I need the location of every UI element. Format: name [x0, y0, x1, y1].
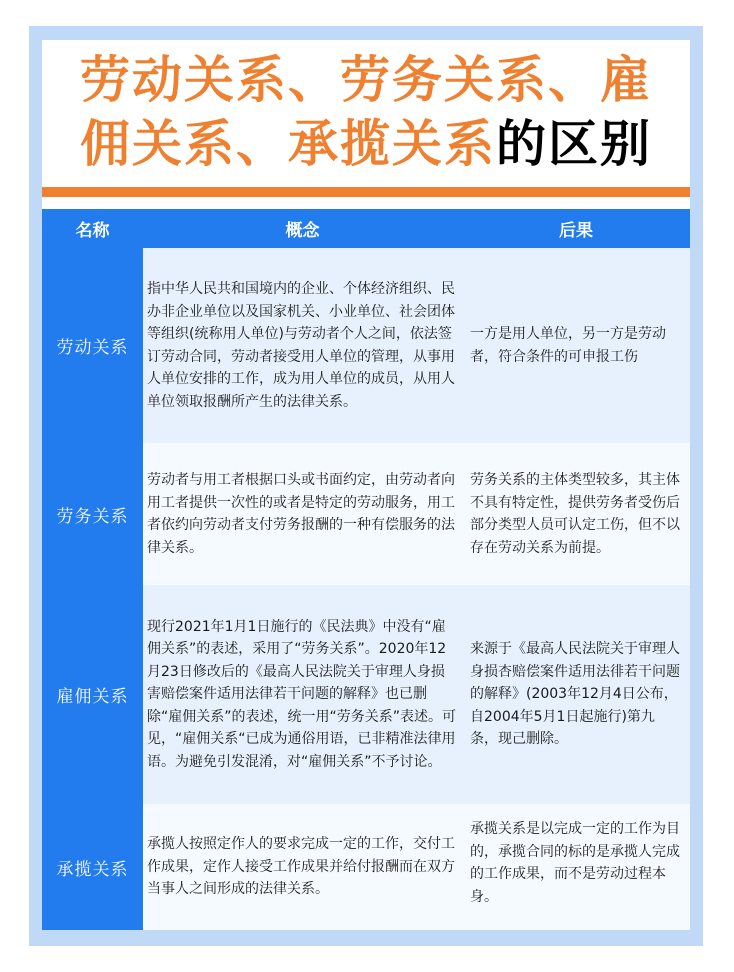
title-divider — [42, 187, 690, 197]
row-result — [462, 443, 690, 585]
row-concept-text: 劳动者与用工者根据口头或书面约定，由劳动者向用工者提供一次性的或者是特定的劳动服务，用工者依约向劳动者支付劳务报酬的一种有偿服务的法律关系。 — [147, 472, 455, 556]
row-result — [462, 248, 690, 443]
page-title — [42, 48, 690, 176]
table-row — [42, 585, 690, 804]
column-header-name: 名称 — [75, 221, 110, 241]
table-header — [42, 209, 690, 248]
row-result-text: 劳务关系的主体类型较多，其主体不具有特定性，提供劳务者受伤后部分类型人员可认定工伤，但不以存在劳动关系为前提。 — [470, 472, 680, 556]
table-row — [42, 248, 690, 443]
content-card — [42, 40, 690, 930]
row-concept-text: 指中华人民共和国境内的企业、个体经济组织、民办非企业单位以及国家机关、小业单位、社会团体等组织(统称用人单位)与劳动者个人之间，依法签订劳动合同，劳动者接受用人单位的管理，从事用人单位安排的工作，成为用人单位的成员，从用人单位领取报酬所产生的法律关系。 — [147, 281, 455, 410]
row-name: 承揽关系 — [42, 804, 143, 930]
table-row — [42, 443, 690, 585]
row-concept-text: 承揽人按照定作人的要求完成一定的工作，交付工作成果，定作人接受工作成果并给付报酬而在双方当事人之间形成的法律关系。 — [147, 836, 455, 898]
row-result — [462, 585, 690, 804]
table-row — [42, 804, 690, 930]
comparison-table — [42, 209, 690, 930]
row-concept — [143, 443, 462, 585]
title-line-2-black: 的区别 — [496, 115, 652, 173]
row-name: 劳动关系 — [42, 248, 143, 443]
row-concept — [143, 248, 462, 443]
row-name: 劳务关系 — [42, 443, 143, 585]
title-line-2-orange: 佣关系、承揽关系 — [80, 115, 496, 173]
row-name: 雇佣关系 — [42, 585, 143, 804]
column-header-result: 后果 — [559, 221, 593, 241]
row-concept — [143, 804, 462, 930]
row-concept-text: 现行2021年1月1日施行的《民法典》中没有“雇佣关系”的表述，采用了“劳务关系”。2020年12月23日修改后的《最高人民法院关于审理人身损害赔偿案件适用法律若干问题的解释》也已删除“雇佣关系”的表述，统一用“劳务关系”表述。可见，“雇佣关系“已成为通俗用语，已非精准法律用语。为避免引发混淆，对“雇佣关系”不予讨论。 — [147, 618, 457, 770]
row-result-text: 来源于《最高人民法院关于审理人身损杏赔偿案件适用法徘若干问题的解释》(2003年12月4日公布，自2004年5月1日起施行)第九条，现己删除。 — [470, 641, 680, 748]
column-header-concept: 概念 — [285, 221, 320, 241]
page-frame — [29, 26, 703, 946]
row-concept — [143, 585, 462, 804]
row-result-text: 一方是用人单位，另一方是劳动者，符合条件的可申报工伤 — [470, 326, 666, 365]
row-result — [462, 804, 690, 930]
title-line-2 — [42, 112, 690, 176]
row-result-text: 承揽关系是以完成一定的工作为目的，承揽合同的标的是承揽人完成的工作成果，而不是劳动过程本身。 — [470, 821, 680, 905]
title-line-1: 劳动关系、劳务关系、雇 — [80, 51, 652, 109]
